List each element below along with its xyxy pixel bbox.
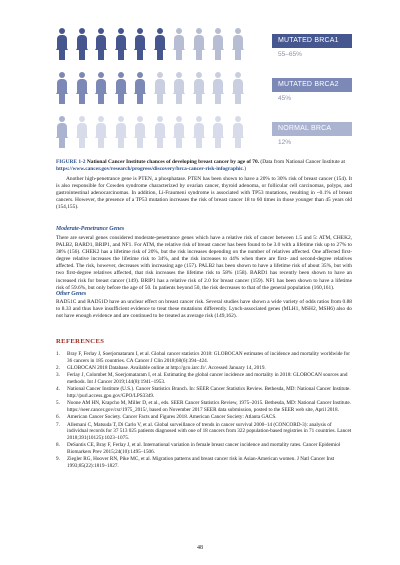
- female-person-icon: [134, 116, 146, 148]
- figure-row-label: NORMAL BRCA: [272, 122, 352, 136]
- female-person-icon: [115, 28, 127, 60]
- reference-item: [56, 372, 352, 385]
- female-person-icon: [212, 116, 224, 148]
- female-person-icon: [56, 116, 68, 148]
- reference-text: Ferlay J, Colombet M, Soerjomataram I, et al. Estimating the global cancer incidence and mortality in 2018: GLOBOCAN sources and methods. Int J Cancer 2019;144(8):1941–1953.: [67, 372, 348, 385]
- figure-row-label: MUTATED BRCA2: [272, 78, 352, 92]
- female-person-icon: [173, 116, 185, 148]
- reference-item: [56, 414, 352, 421]
- reference-number: 6.: [56, 414, 60, 421]
- reference-text: National Cancer Institute (U.S.). Cancer Statistics Branch. In: SEER Cancer Statistics Review. Bethesda, MD: National Cancer Institute. http://purl.access.gpo.gov/GPO/LPS3349.: [67, 386, 351, 399]
- female-person-icon: [76, 28, 88, 60]
- female-person-icon: [154, 116, 166, 148]
- paragraph-pten: Another high-penetrance gene is PTEN, a phosphatase. PTEN has been shown to have a 20% to 30% risk of breast cancer (154). It is also responsible for Cowden syndrome characterized by ovarian cancer, thyroid adenoma, or follicular cell carcinomas, polyps, and gastrointestinal adenocarcinomas. In addition, Li-Fraumeni syndrome is associated with TP53 mutations, resulting in ~0.1% of breast cancers. However, the presence of a TP53 mutation increases the risk of breast cancer 18 to 60 times in those younger than 45 years old (154,155).: [56, 176, 352, 211]
- reference-number: 4.: [56, 386, 60, 393]
- female-person-icon: [173, 72, 185, 104]
- female-person-icon: [212, 28, 224, 60]
- female-person-icon: [232, 28, 244, 60]
- female-person-icon: [76, 116, 88, 148]
- female-person-icon: [154, 28, 166, 60]
- female-person-icon: [76, 72, 88, 104]
- figure-row-percent: 55–65%: [278, 51, 302, 58]
- reference-item: [56, 456, 352, 469]
- reference-text: Allemani C, Matsuda T, Di Carlo V, et al. Global surveillance of trends in cancer survival 2000–14 (CONCORD-3): analysis of individual records for 37 513 025 patients diagnosed with one of 18 cancers from 322 population-based registries in 71 countries. Lancet 2018;391(10125):1023–1075.: [67, 421, 352, 441]
- reference-item: [56, 400, 352, 413]
- reference-number: 2.: [56, 365, 60, 371]
- person-icon-group: [56, 116, 252, 150]
- page-number: 48: [197, 545, 203, 551]
- reference-text: Ziegler RG, Hoover RN, Pike MC, et al. Migration patterns and breast cancer risk in Asian-American women. J Natl Cancer Inst 1993;85(22):1819–1827.: [67, 456, 335, 469]
- reference-item: [56, 442, 352, 455]
- female-person-icon: [115, 72, 127, 104]
- reference-item: [56, 351, 352, 364]
- person-icon-group: [56, 28, 252, 62]
- female-person-icon: [56, 72, 68, 104]
- reference-number: 3.: [56, 372, 60, 379]
- figure-row-percent: 12%: [278, 139, 292, 146]
- figure-row: [56, 68, 352, 108]
- female-person-icon: [134, 28, 146, 60]
- female-person-icon: [154, 72, 166, 104]
- brca-infographic: [56, 24, 352, 156]
- subheading-other: Other Genes: [56, 291, 87, 297]
- reference-text: Noone AM HN, Krapcho M, Miller D, et al., eds. SEER Cancer Statistics Review, 1975–2015. Bethesda, MD: National Cancer Institute. https://seer.cancer.gov/csr/1975_2015/, based on November 2017 SEER data submission, posted to the SEER web site, April 2018.: [67, 400, 351, 413]
- paragraph-other: RAD51C and RAD51D have an unclear effect on breast cancer risk. Several studies have shown a wide variety of odds ratios from 0.88 to 8.33 and thus have insufficient evidence to treat these mutations differently. Lynch-associated genes (MLH1, MSH2, MSH6) also do not have enough evidence and are continued to be treated as average risk (149,162).: [56, 299, 352, 320]
- reference-number: 8.: [56, 442, 60, 449]
- figure-title: National Cancer Institute chances of developing breast cancer by age of 70.: [86, 159, 260, 165]
- reference-text: Bray F, Ferlay J, Soerjomataram I, et al. Global cancer statistics 2018: GLOBOCAN estimates of incidence and mortality worldwide for 36 cancers in 185 countries. CA Cancer J Clin 2018;68(6):394–424.: [67, 351, 350, 364]
- reference-number: 9.: [56, 456, 60, 463]
- reference-item: [56, 365, 352, 372]
- reference-number: 1.: [56, 351, 60, 357]
- female-person-icon: [56, 28, 68, 60]
- figure-number: FIGURE 1-2: [56, 159, 86, 165]
- paragraph-moderate: There are several genes considered moderate-penetrance genes which have a relative risk of cancer between 1.5 and 5: ATM, CHEK2, PALB2, BARD1, BRIP1, and NF1. For ATM, the relative risk of breast cancer has been found to be 3.0 with a lifetime risk up to 27% to 38% (156). CHEK2 has a lifetime risk of 20%, but the risk increases depending on the number of relatives affected. One affected first-degree relative increases the lifetime risk to 34%, and the risk increases to 44% when there are first- and second-degree relatives affected. The risk, however, decreases with increasing age (157). PALB2 has been shown to have a lifetime risk of about 35%, but with two first-degree relatives affected, that risk increases the lifetime risk to 58% (158). BARD1 has recently been shown to have an increased risk for breast cancer (149). BRIP1 has a relative risk of 2.0 for breast cancer (159). NF1 has been shown to have a lifetime risk of 59.6%, but only before the age of 50. In patients beyond 50, the risk decreases to that of the general population (160,161).: [56, 235, 352, 291]
- female-person-icon: [232, 72, 244, 104]
- references-list: [56, 351, 352, 470]
- figure-row: [56, 24, 352, 64]
- person-icon-group: [56, 72, 252, 106]
- reference-number: 5.: [56, 400, 60, 407]
- figure-source-link[interactable]: https://www.cancer.gov/research/progress/discovery/brca-cancer-risk-infographic: [56, 166, 243, 172]
- female-person-icon: [95, 72, 107, 104]
- figure-row: [56, 112, 352, 152]
- female-person-icon: [193, 28, 205, 60]
- female-person-icon: [193, 72, 205, 104]
- female-person-icon: [134, 72, 146, 104]
- reference-text: GLOBOCAN 2018 Database. Available online at http://gco.iarc.fr/. Accessed January 14, 2019.: [67, 365, 266, 371]
- female-person-icon: [95, 116, 107, 148]
- female-person-icon: [95, 28, 107, 60]
- reference-text: DeSantis CE, Bray F, Ferlay J, et al. International variation in female breast cancer incidence and mortality rates. Cancer Epidemiol Biomarkers Prev 2015;24(10):1495–1506.: [67, 442, 341, 455]
- figure-source-suffix: .): [242, 166, 247, 172]
- figure-row-percent: 45%: [278, 95, 292, 102]
- female-person-icon: [232, 116, 244, 148]
- female-person-icon: [173, 28, 185, 60]
- reference-item: [56, 386, 352, 399]
- figure-caption: [56, 159, 352, 173]
- reference-number: 7.: [56, 421, 60, 428]
- references-heading: REFERENCES: [56, 338, 105, 345]
- reference-text: American Cancer Society. Cancer Facts and Figures 2018. American Cancer Society: Atlanta GACS.: [67, 414, 277, 421]
- female-person-icon: [212, 72, 224, 104]
- female-person-icon: [193, 116, 205, 148]
- figure-row-label: MUTATED BRCA1: [272, 34, 352, 48]
- figure-source-prefix: (Data from National Cancer Institute at: [260, 159, 345, 165]
- subheading-moderate: Moderate-Penetrance Genes: [56, 226, 125, 232]
- reference-item: [56, 422, 352, 442]
- female-person-icon: [115, 116, 127, 148]
